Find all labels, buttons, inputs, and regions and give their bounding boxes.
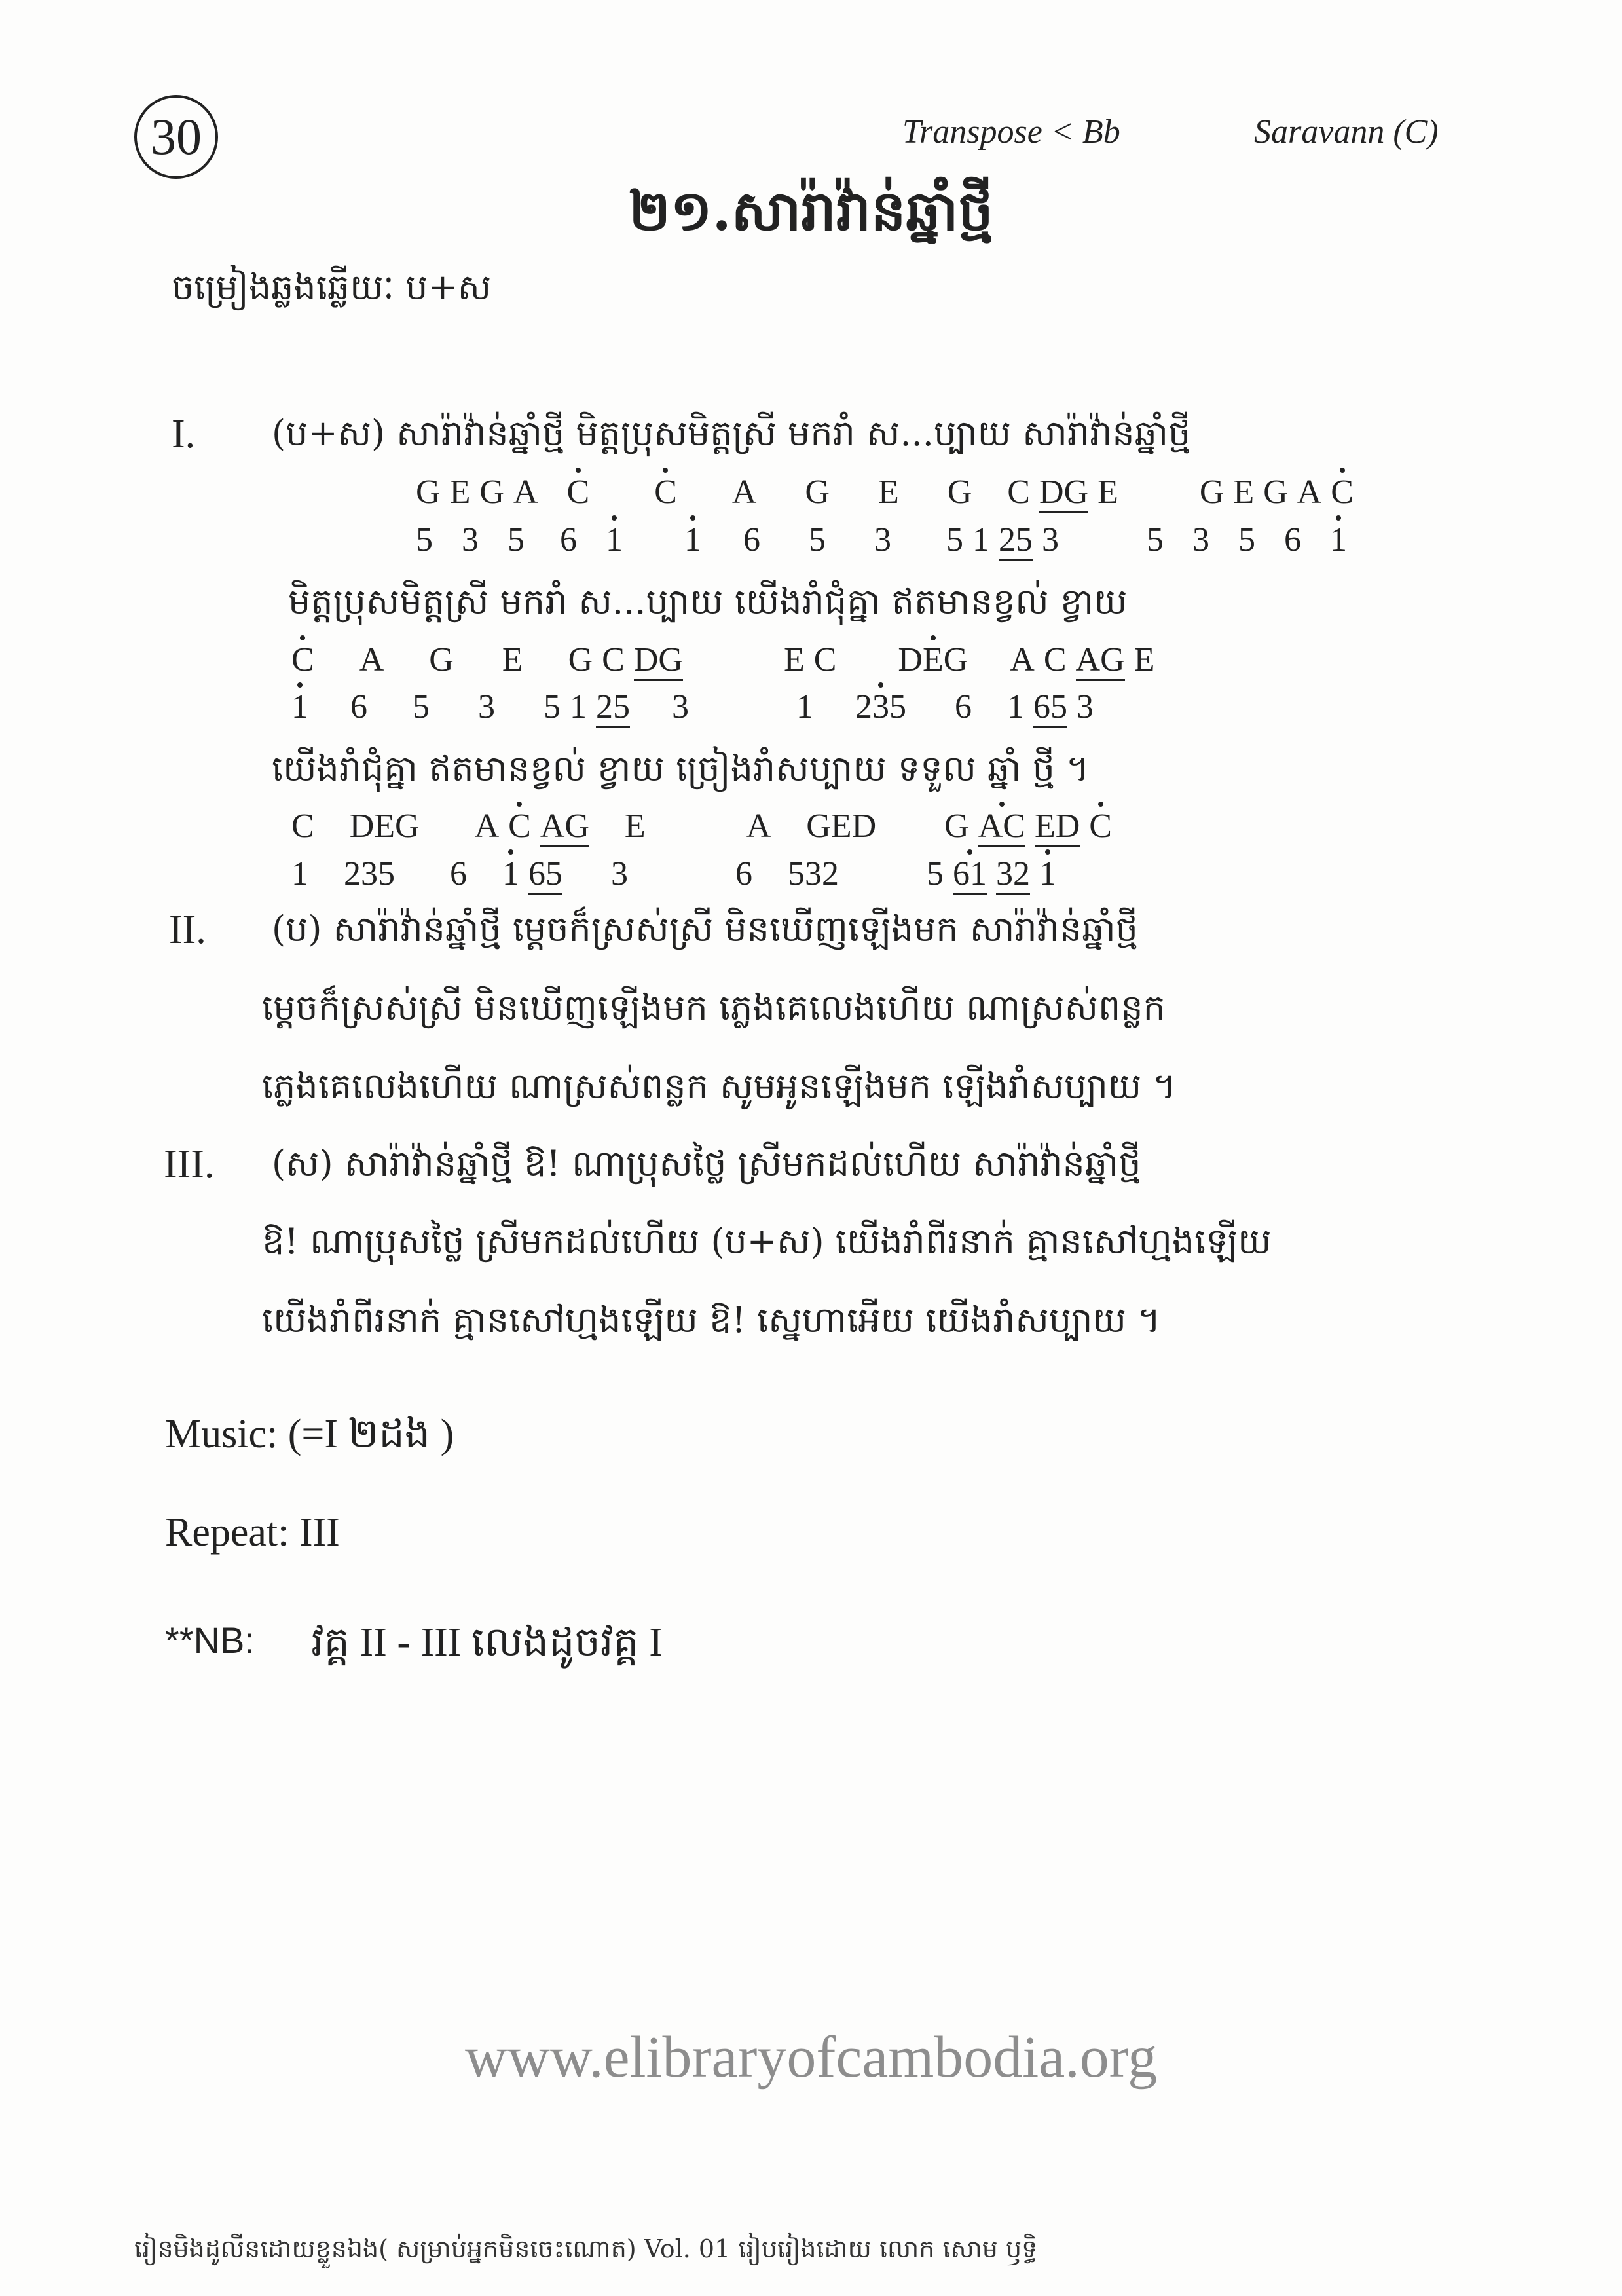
chord-1-0: G: [416, 473, 441, 511]
note-number-1-2: 5: [507, 521, 525, 559]
song-subtitle: ចម្រៀងឆ្លងឆ្លើយៈ ប+ស: [172, 267, 492, 308]
chord-3-0: C: [291, 807, 314, 845]
chord-1-14: E: [1233, 473, 1255, 511]
verse-3-line-2: ឱ! ណាប្រុសថ្លៃ ស្រីមកដល់ហើយ (ប+ស) យើងរាំពីរនាក់ គ្មានសៅហ្មងឡើយ: [262, 1221, 1272, 1262]
note-number-3-6: 6: [735, 855, 752, 893]
note-number-3-0: 1: [291, 855, 308, 893]
note-number-3-2: 6: [450, 855, 467, 893]
chord-1-9: G: [947, 473, 972, 511]
note-number-1-16: 6: [1284, 521, 1301, 559]
chord-1-11: DG: [1039, 473, 1088, 513]
verse-2-label: II.: [169, 908, 206, 952]
chord-3-9: AC: [978, 807, 1025, 847]
chord-2-1: A: [359, 641, 384, 678]
chord-3-5: E: [624, 807, 646, 845]
note-number-2-6: 25: [596, 688, 630, 728]
note-number-1-1: 3: [462, 521, 479, 559]
note-number-1-14: 3: [1192, 521, 1209, 559]
verse-1-numbers-3: [291, 855, 1065, 895]
chord-3-1: DEG: [349, 807, 420, 845]
note-number-3-11: 1: [1039, 855, 1056, 893]
note-number-1-5: 1: [684, 521, 701, 559]
chord-3-8: G: [944, 807, 969, 845]
note-number-2-13: 3: [1077, 688, 1094, 726]
chord-2-11: C: [1043, 641, 1067, 678]
note-number-3-4: 65: [528, 855, 562, 895]
chord-3-4: AG: [540, 807, 589, 847]
verse-1-lyric-3: យើងរាំជុំគ្នា ឥតមានខ្វល់ ខ្វាយ ច្រៀងរាំសប្បាយ ទទួល ឆ្នាំ ថ្មី ។: [272, 748, 1090, 789]
nb-text: វគ្គ II - III លេងដូចវគ្គ I: [311, 1620, 663, 1665]
note-number-2-11: 1: [1007, 688, 1024, 726]
chord-1-3: A: [513, 473, 538, 511]
note-number-1-7: 5: [809, 521, 826, 559]
transpose-note: Transpose < Bb: [902, 113, 1120, 151]
website-watermark: www.elibraryofcambodia.org: [464, 2025, 1158, 2090]
chord-1-13: G: [1199, 473, 1225, 511]
chord-1-10: C: [1007, 473, 1030, 511]
repeat-note: Repeat: III: [165, 1510, 340, 1555]
chord-2-8: C: [813, 641, 837, 678]
note-number-1-0: 5: [416, 521, 433, 559]
chord-1-4: C: [566, 473, 590, 511]
note-number-1-17: 1: [1330, 521, 1347, 559]
chord-1-8: E: [877, 473, 899, 511]
chord-2-12: AG: [1076, 640, 1125, 681]
chord-1-1: E: [449, 473, 471, 511]
chord-1-15: G: [1263, 473, 1288, 511]
chord-3-6: A: [746, 807, 771, 845]
note-number-2-0: 1: [291, 688, 308, 726]
song-title: ២១.សារ៉ាវ៉ាន់ឆ្នាំថ្មី: [629, 178, 993, 243]
chord-2-13: E: [1134, 641, 1155, 678]
note-number-3-3: 1: [502, 855, 519, 893]
note-number-1-12: 3: [1042, 521, 1059, 559]
verse-1-numbers-2: [291, 688, 1103, 728]
verse-1-chords-1: [416, 473, 1363, 513]
verse-1-label: I.: [172, 412, 196, 456]
note-number-2-2: 5: [413, 688, 430, 726]
note-number-2-7: 3: [672, 688, 689, 726]
note-number-2-1: 6: [350, 688, 367, 726]
verse-2-line-1: (ប) សារ៉ាវ៉ាន់ឆ្នាំថ្មី ម្តេចក៏ស្រស់ស្រី មិនឃើញឡើងមក សារ៉ាវ៉ាន់ឆ្នាំថ្មី: [272, 908, 1138, 950]
chord-2-10: A: [1010, 641, 1035, 678]
verse-1-lyric-2: មិត្តប្រុសមិត្តស្រី មករាំ ស...ប្បាយ យើងរាំជុំគ្នា ឥតមានខ្វល់ ខ្វាយ: [288, 581, 1128, 622]
note-number-2-10: 6: [955, 688, 972, 726]
note-number-1-9: 5: [946, 521, 963, 559]
chord-1-17: C: [1331, 473, 1354, 511]
verse-3-line-3: យើងរាំពីរនាក់ គ្មានសៅហ្មងឡើយ ឱ! ស្នេហាអើយ យើងរាំសប្បាយ ។: [262, 1299, 1161, 1341]
chord-3-7: GED: [806, 807, 877, 845]
key-note: Saravann (C): [1254, 113, 1439, 151]
note-number-1-13: 5: [1147, 521, 1164, 559]
note-number-1-15: 5: [1238, 521, 1255, 559]
note-number-1-6: 6: [743, 521, 760, 559]
note-number-3-5: 3: [611, 855, 628, 893]
note-number-1-8: 3: [874, 521, 891, 559]
note-number-1-11: 25: [999, 521, 1033, 561]
note-number-2-5: 1: [570, 688, 587, 726]
chord-3-2: A: [474, 807, 500, 845]
nb-label: **NB:: [165, 1620, 255, 1661]
verse-1-lyric-1: (ប+ស) សារ៉ាវ៉ាន់ឆ្នាំថ្មី មិត្តប្រុសមិត្តស្រី មករាំ ស...ប្បាយ សារ៉ាវ៉ាន់ឆ្នាំថ្មី: [272, 413, 1191, 454]
chord-2-2: G: [429, 641, 454, 678]
chord-1-2: G: [479, 473, 504, 511]
chord-1-12: E: [1097, 473, 1118, 511]
note-number-3-10: 32: [996, 855, 1030, 895]
note-number-1-10: 1: [972, 521, 989, 559]
note-number-1-3: 6: [560, 521, 577, 559]
chord-2-3: E: [502, 641, 523, 678]
chord-2-0: C: [291, 641, 314, 678]
note-number-3-9: 61: [953, 855, 987, 895]
note-number-2-8: 1: [796, 688, 813, 726]
verse-2-line-2: ម្តេចក៏ស្រស់ស្រី មិនឃើញឡើងមក ភ្លេងគេលេងហើយ ណាស្រស់ពន្លក: [262, 987, 1166, 1028]
verse-1-numbers-1: [416, 521, 1356, 561]
note-number-3-1: 235: [344, 855, 395, 893]
note-number-2-3: 3: [478, 688, 495, 726]
chord-3-10: ED: [1035, 807, 1080, 847]
chord-2-4: G: [568, 641, 593, 678]
music-note: Music: (=I ២ដង ): [165, 1412, 454, 1456]
note-number-1-4: 1: [606, 521, 623, 559]
chord-3-11: C: [1089, 807, 1112, 845]
chord-2-7: E: [783, 641, 805, 678]
note-number-2-9: 235: [855, 688, 906, 726]
verse-1-chords-2: [291, 640, 1164, 681]
note-number-3-7: 532: [788, 855, 839, 893]
chord-3-3: C: [508, 807, 531, 845]
chord-2-6: DG: [634, 640, 683, 681]
verse-3-label: III.: [164, 1142, 215, 1187]
chord-2-9: DEG: [898, 641, 968, 678]
verse-3-line-1: (ស) សារ៉ាវ៉ាន់ឆ្នាំថ្មី ឱ! ណាប្រុសថ្លៃ ស្រីមកដល់ហើយ សារ៉ាវ៉ាន់ឆ្នាំថ្មី: [272, 1143, 1141, 1184]
chord-1-16: A: [1297, 473, 1322, 511]
chord-1-6: A: [731, 473, 757, 511]
book-footer: រៀនមិងដូលីនដោយខ្លួនឯង( សម្រាប់អ្នកមិនចេះណោត) Vol. 01 រៀបរៀងដោយ លោក សោម ឫទ្ធិ: [134, 2234, 1038, 2263]
chord-2-5: C: [602, 641, 625, 678]
note-number-2-12: 65: [1033, 688, 1067, 728]
note-number-3-8: 5: [927, 855, 944, 893]
chord-1-7: G: [805, 473, 830, 511]
verse-1-chords-3: [291, 807, 1121, 847]
verse-2-line-3: ភ្លេងគេលេងហើយ ណាស្រស់ពន្លក សូមអូនឡើងមក ឡើងរាំសប្បាយ ។: [262, 1065, 1176, 1107]
page-number: 30: [134, 95, 218, 179]
chord-1-5: C: [654, 473, 677, 511]
note-number-2-4: 5: [544, 688, 561, 726]
